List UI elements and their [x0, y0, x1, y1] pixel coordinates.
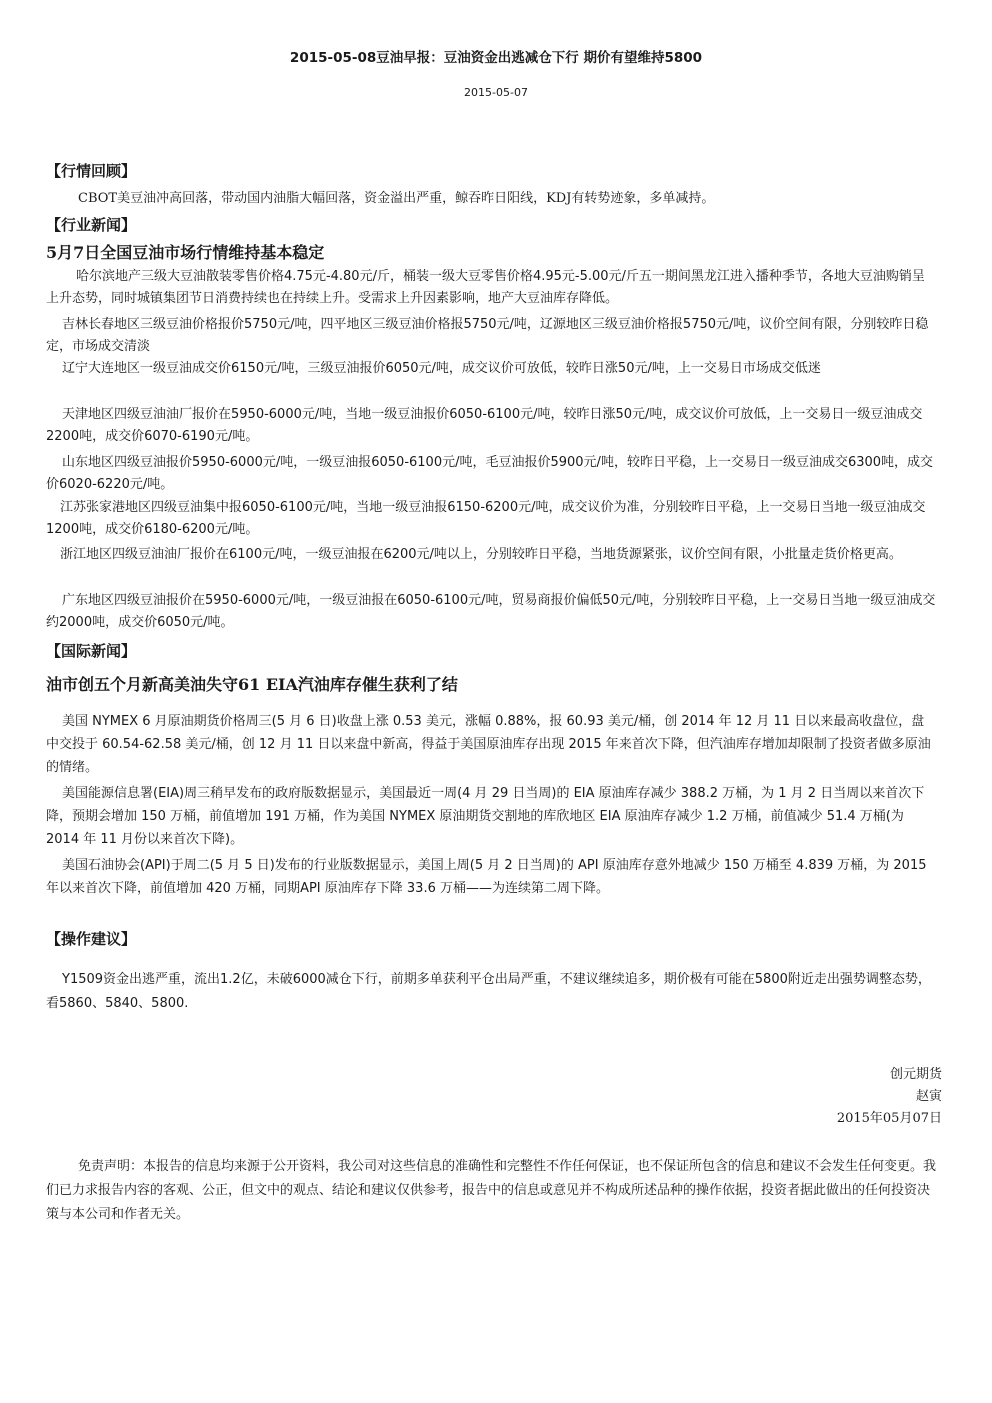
industry-paragraph-harbin: 哈尔滨地产三级大豆油散装零售价格4.75元-4.80元/斤，桶装一级大豆零售价格4.95元-5.00元/斤五一期间黑龙江进入播种季节，各地大豆油购销呈上升态势，同时城镇集团节日消费持续也在持续上升。受需求上升因素影响，地产大豆油库存降低。 [46, 269, 925, 306]
intl-paragraph-eia: 美国能源信息署(EIA)周三稍早发布的政府版数据显示，美国最近一周(4 月 29 日当周)的 EIA 原油库存减少 388.2 万桶，为 1 月 2 日当周以来首次下降，预期会增加 150 万桶，前值增加 191 万桶，作为美国 NYMEX 原油期货交割地的库欣地区 EIA 原油库存减少 1.2 万桶，前值减少 51.4 万桶(为 2014 年 11 月份以来首次下降)。 [46, 786, 925, 847]
advice-text: Y1509资金出逃严重，流出1.2亿，未破6000减仓下行，前期多单获利平仓出局严重，不建议继续追多，期价极有可能在5800附近走出强势调整态势，看5860、5840、5800. [46, 972, 931, 1011]
intl-paragraph-api: 美国石油协会(API)于周二(5 月 5 日)发布的行业版数据显示，美国上周(5 月 2 日当周)的 API 原油库存意外地减少 150 万桶至 4.839 万桶，为 2015 年以来首次下降，前值增加 420 万桶，同期API 原油库存下降 33.6 万桶——为连续第二周下降。 [46, 858, 927, 896]
industry-paragraph-tianjin: 天津地区四级豆油油厂报价在5950-6000元/吨，当地一级豆油报价6050-6100元/吨，较昨日涨50元/吨，成交议价可放低，上一交易日一级豆油成交2200吨，成交价6070-6190元/吨。 [46, 407, 923, 444]
report-date: 2015-05-07 [464, 86, 528, 99]
industry-paragraph-zhejiang: 浙江地区四级豆油油厂报价在6100元/吨，一级豆油报在6200元/吨以上，分别较昨日平稳，当地货源紧张，议价空间有限，小批量走货价格更高。 [60, 547, 902, 562]
disclaimer-text: 免责声明：本报告的信息均来源于公开资料，我公司对这些信息的准确性和完整性不作任何保证，也不保证所包含的信息和建议不会发生任何变更。我们已力求报告内容的客观、公正，但文中的观点、结论和建议仅供参考，报告中的信息或意见并不构成所述品种的操作依据，投资者据此做出的任何投资决策与本公司和作者无关。 [46, 1159, 937, 1222]
industry-paragraph-jilin: 吉林长春地区三级豆油价格报价5750元/吨，四平地区三级豆油价格报5750元/吨，辽源地区三级豆油价格报5750元/吨，议价空间有限，分别较昨日稳定，市场成交清淡 [46, 317, 929, 354]
market-review-text: CBOT美豆油冲高回落，带动国内油脂大幅回落，资金溢出严重，鲸吞昨日阳线，KDJ有转势迹象，多单减持。 [78, 191, 715, 206]
advice-heading: 【操作建议】 [46, 930, 137, 948]
market-review-heading: 【行情回顾】 [46, 162, 137, 180]
industry-news-heading: 【行业新闻】 [46, 216, 137, 234]
industry-paragraph-shandong: 山东地区四级豆油报价5950-6000元/吨，一级豆油报6050-6100元/吨，毛豆油报价5900元/吨，较昨日平稳，上一交易日一级豆油成交6300吨，成交价6020-6220元/吨。 [46, 455, 934, 492]
industry-news-subheading: 5月7日全国豆油市场行情维持基本稳定 [46, 243, 325, 262]
signature-author: 赵寅 [915, 1089, 942, 1104]
industry-paragraph-guangdong: 广东地区四级豆油报价在5950-6000元/吨，一级豆油报在6050-6100元/吨，贸易商报价偏低50元/吨，分别较昨日平稳，上一交易日当地一级豆油成交约2000吨，成交价6050元/吨。 [46, 593, 936, 630]
intl-paragraph-nymex: 美国 NYMEX 6 月原油期货价格周三(5 月 6 日)收盘上涨 0.53 美元，涨幅 0.88%，报 60.93 美元/桶，创 2014 年 12 月 11 日以来最高收盘位，盘中交投于 60.54-62.58 美元/桶，创 12 月 11 日以来盘中新高，得益于美国原油库存出现 2015 年来首次下降，但汽油库存增加却限制了投资者做多原油的情绪。 [46, 714, 931, 775]
intl-news-heading: 【国际新闻】 [46, 642, 137, 660]
industry-paragraph-jiangsu: 江苏张家港地区四级豆油集中报6050-6100元/吨，当地一级豆油报6150-6200元/吨，成交议价为准，分别较昨日平稳，上一交易日当地一级豆油成交1200吨，成交价6180-6200元/吨。 [46, 500, 926, 537]
report-title: 2015-05-08豆油早报：豆油资金出逃减仓下行 期价有望维持5800 [289, 50, 703, 66]
industry-paragraph-liaoning: 辽宁大连地区一级豆油成交价6150元/吨，三级豆油报价6050元/吨，成交议价可放低，较昨日涨50元/吨，上一交易日市场成交低迷 [62, 361, 821, 376]
intl-news-subheading: 油市创五个月新高美油失守61 EIA汽油库存催生获利了结 [46, 675, 458, 694]
signature-date: 2015年05月07日 [836, 1111, 942, 1126]
signature-company: 创元期货 [889, 1067, 942, 1082]
